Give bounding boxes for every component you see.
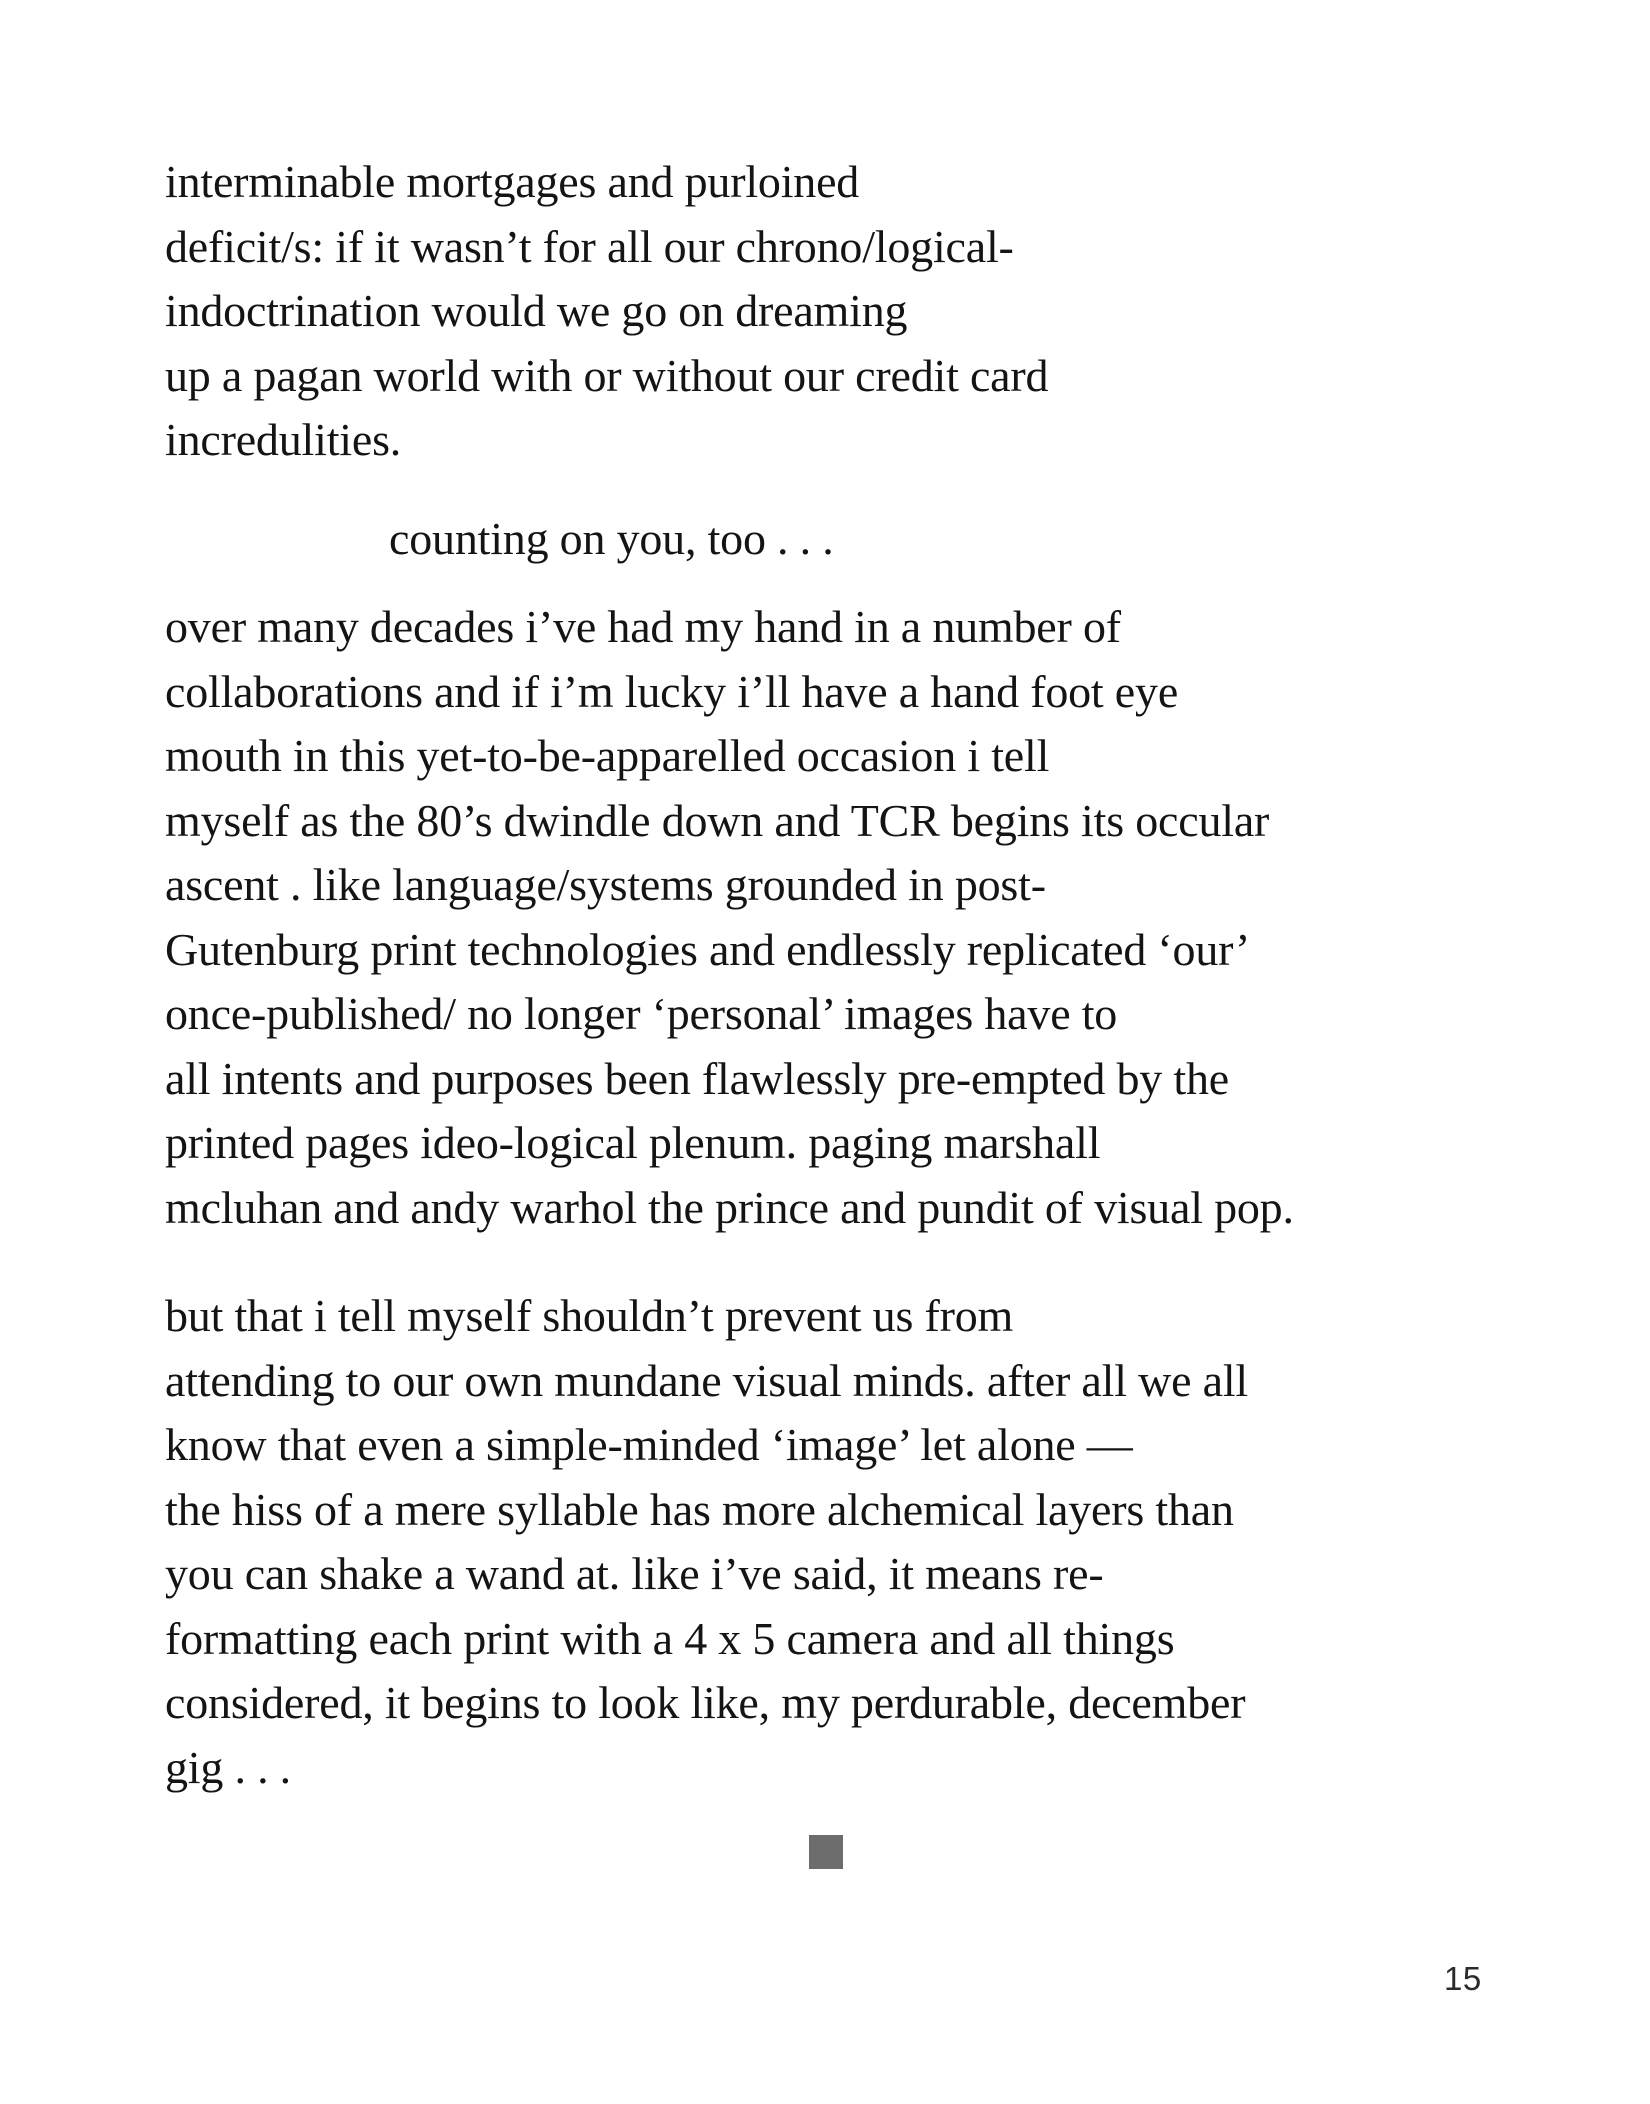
poem-line: indoctrination would we go on dreaming [165,285,908,336]
poem-line: considered, it begins to look like, my perdurable, december [165,1677,1246,1728]
poem-line: incredulities. [165,414,402,465]
poem-line: know that even a simple-minded ‘image’ let alone — [165,1419,1133,1470]
poem-line: up a pagan world with or without our credit card [165,349,1049,401]
poem-line: mcluhan and andy warhol the prince and pundit of visual pop. [165,1181,1294,1233]
poem-line: you can shake a wand at. like i’ve said, it means re- [165,1548,1104,1599]
poem-text-block [165,150,1485,1800]
poem-line: Gutenburg print technologies and endlessly replicated ‘our’ [165,923,1251,975]
poem-line: over many decades i’ve had my hand in a number of [165,601,1121,652]
poem-line: the hiss of a mere syllable has more alchemical layers than [165,1483,1234,1535]
poem-line: but that i tell myself shouldn’t prevent us from [165,1290,1014,1341]
poem-line: mouth in this yet-to-be-apparelled occasion i tell [165,730,1050,781]
stanza-2 [165,595,1485,1240]
poem-line: ascent . like language/systems grounded in post- [165,859,1046,910]
section-end-square-icon [809,1835,843,1869]
poem-line: myself as the 80’s dwindle down and TCR begins its occular [165,794,1270,846]
poem-line: interminable mortgages and purloined [165,156,860,207]
poem-line: attending to our own mundane visual minds. after all we all [165,1354,1248,1406]
poem-line: all intents and purposes been flawlessly pre-empted by the [165,1052,1229,1104]
page-number: 15 [1444,1960,1482,1997]
poem-line: deficit/s: if it wasn’t for all our chrono/logical- [165,220,1014,272]
interlude-line: counting on you, too . . . [389,512,834,564]
poem-line: collaborations and if i’m lucky i’ll have a hand foot eye [165,665,1179,717]
stanza-3 [165,1284,1485,1800]
poem-line: formatting each print with a 4 x 5 camera and all things [165,1612,1175,1664]
poem-line: gig . . . [165,1741,291,1793]
poem-line: once-published/ no longer ‘personal’ images have to [165,988,1118,1039]
poem-line: printed pages ideo-logical plenum. paging marshall [165,1117,1101,1168]
stanza-1 [165,150,1485,473]
